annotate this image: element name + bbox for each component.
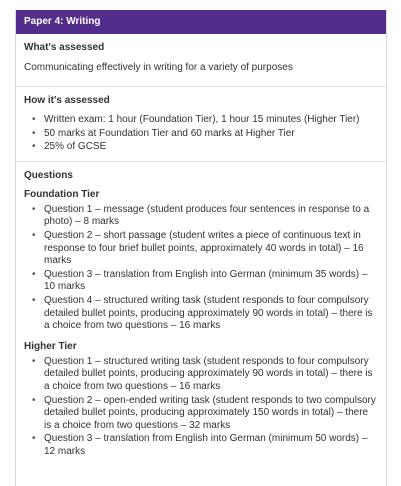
higher-question-list xyxy=(24,356,378,459)
whats-assessed-section xyxy=(16,34,386,87)
list-item: • Question 4 – structured writing task (student responds to four compulsory detailed bullet points, producing approximately 90 words in total) – there is a choice from two questions – 16 marks xyxy=(24,295,378,333)
list-item: • Written exam: 1 hour (Foundation Tier), 1 hour 15 minutes (Higher Tier) xyxy=(24,114,378,127)
list-item: • 25% of GCSE xyxy=(24,141,378,154)
whats-assessed-text: Communicating effectively in writing for a variety of purposes xyxy=(24,62,293,73)
how-assessed-section xyxy=(16,87,386,162)
list-item: • Question 2 – short passage (student writes a piece of continuous text in response to four brief bullet points, approximately 40 words in total) – 16 marks xyxy=(24,230,378,268)
whats-assessed-heading: What's assessed xyxy=(24,42,105,53)
list-item: • Question 1 – message (student produces four sentences in response to a photo) – 8 marks xyxy=(24,204,378,229)
paper-title: Paper 4: Writing xyxy=(16,10,386,34)
questions-section xyxy=(16,162,386,466)
list-item: • Question 3 – translation from English into German (minimum 35 words) – 10 marks xyxy=(24,269,378,294)
paper-card xyxy=(15,10,387,486)
list-item: • Question 3 – translation from English into German (minimum 50 words) – 12 marks xyxy=(24,433,378,458)
higher-tier-heading: Higher Tier xyxy=(24,340,77,352)
list-item: • Question 1 – structured writing task (student responds to four compulsory detailed bullet points, producing approximately 90 words in total) – there is a choice from two questions – 16 marks xyxy=(24,356,378,394)
questions-heading: Questions xyxy=(24,169,73,181)
foundation-tier-heading: Foundation Tier xyxy=(24,188,100,200)
foundation-question-list xyxy=(24,204,378,333)
how-assessed-list xyxy=(24,114,378,154)
list-item: • Question 2 – open-ended writing task (student responds to two compulsory detailed bullet points, producing approximately 150 words in total) – there is a choice from two questions – 32 marks xyxy=(24,395,378,433)
list-item: • 50 marks at Foundation Tier and 60 marks at Higher Tier xyxy=(24,128,378,141)
how-assessed-heading: How it's assessed xyxy=(24,95,110,106)
